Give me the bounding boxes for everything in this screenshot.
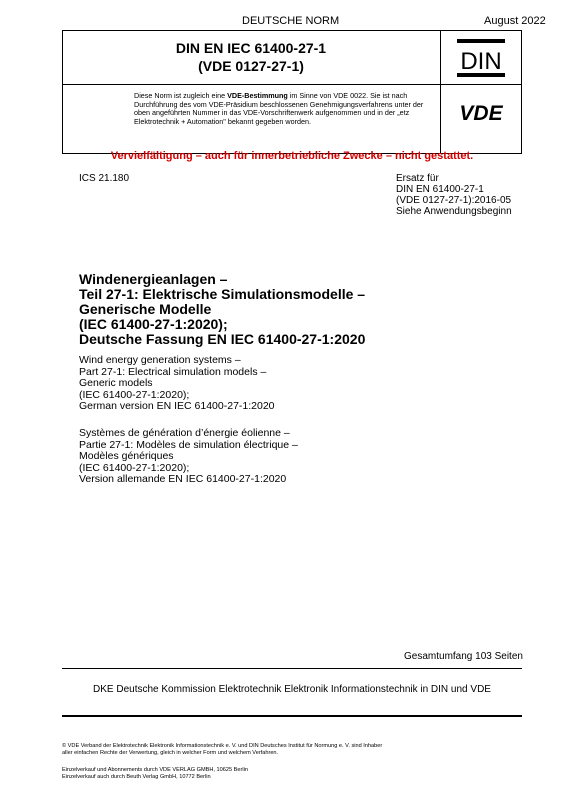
replacement-line: Siehe Anwendungsbeginn [396, 206, 512, 217]
copyright-line: © VDE Verband der Elektrotechnik Elektronik Informationstechnik e. V. und DIN Deutsches Institut für Normung e. V. sind Inhaber [62, 743, 383, 749]
vde-notice-post: im Sinne von VDE 0022. Sie ist nach Durchführung des vom VDE-Präsidium beschlossenen Genehmigungsverfahrens unter der oben angeführten Nummer in das VDE-Vorschriftenwerk aufgenommen und in der „etz Elektrotechnik + Automation" bekannt gegeben worden. [134, 91, 424, 126]
din-logo-text: DIN [460, 48, 502, 75]
copy-warning: Vervielfältigung – auch für innerbetriebliche Zwecke – nicht gestattet. [110, 150, 474, 162]
copyright-line: aller einfachen Rechte der Verwertung, gleich in welcher Form und welchem Verfahren. [62, 750, 279, 756]
document-type-label: DEUTSCHE NORM [242, 15, 340, 27]
dke-committee: DKE Deutsche Kommission Elektrotechnik Elektronik Informationstechnik in DIN und VDE [93, 684, 491, 695]
title-german-line: Teil 27-1: Elektrische Simulationsmodelle – [79, 286, 366, 302]
vde-classification: (VDE 0127-27-1) [198, 58, 304, 74]
vde-notice-bold: VDE-Bestimmung [227, 91, 288, 100]
copyright-notice [62, 743, 532, 757]
standard-number: DIN EN IEC 61400-27-1 [175, 40, 327, 56]
title-english-line: (IEC 61400-27-1:2020); [79, 388, 190, 401]
title-french [79, 428, 298, 486]
title-english-line: Part 27-1: Electrical simulation models – [79, 365, 267, 378]
divider [62, 668, 522, 669]
title-german-line: Generische Modelle [79, 301, 212, 317]
vde-logo-text: VDE [459, 102, 503, 124]
title-french-line: (IEC 61400-27-1:2020); [79, 461, 190, 474]
replacement-info [396, 173, 512, 217]
sales-line: Einzelverkauf auch durch Beuth Verlag GmbH, 10772 Berlin [62, 774, 211, 780]
replacement-line: Ersatz für [396, 173, 439, 184]
title-german-line: (IEC 61400-27-1:2020); [79, 316, 228, 332]
title-german-line: Deutsche Fassung EN IEC 61400-27-1:2020 [79, 331, 366, 347]
title-french-line: Systèmes de génération d’énergie éolienne – [79, 427, 290, 439]
vde-notice-pre: Diese Norm ist zugleich eine [134, 91, 228, 100]
vde-logo-icon [450, 100, 512, 124]
title-french-line: Version allemande EN IEC 61400-27-1:2020 [79, 473, 287, 485]
vde-notice [134, 92, 434, 126]
replacement-line: (VDE 0127-27-1):2016-05 [396, 195, 512, 206]
title-german [79, 272, 365, 347]
sales-line: Einzelverkauf und Abonnements durch VDE VERLAG GMBH, 10625 Berlin [62, 767, 248, 773]
title-french-line: Modèles génériques [79, 450, 174, 462]
title-german-line: Windenergieanlagen – [79, 271, 228, 287]
title-english-line: German version EN IEC 61400-27-1:2020 [79, 400, 275, 412]
title-english-line: Generic models [79, 377, 153, 389]
ics-code: ICS 21.180 [79, 173, 130, 184]
title-english [79, 355, 275, 413]
title-english-line: Wind energy generation systems – [79, 354, 241, 366]
title-french-line: Partie 27-1: Modèles de simulation électrique – [79, 438, 298, 451]
din-logo-icon [456, 38, 506, 78]
divider [62, 715, 522, 717]
publication-date: August 2022 [484, 15, 546, 27]
total-pages: Gesamtumfang 103 Seiten [404, 651, 523, 662]
sales-info [62, 767, 532, 781]
replacement-line: DIN EN 61400-27-1 [396, 184, 484, 195]
